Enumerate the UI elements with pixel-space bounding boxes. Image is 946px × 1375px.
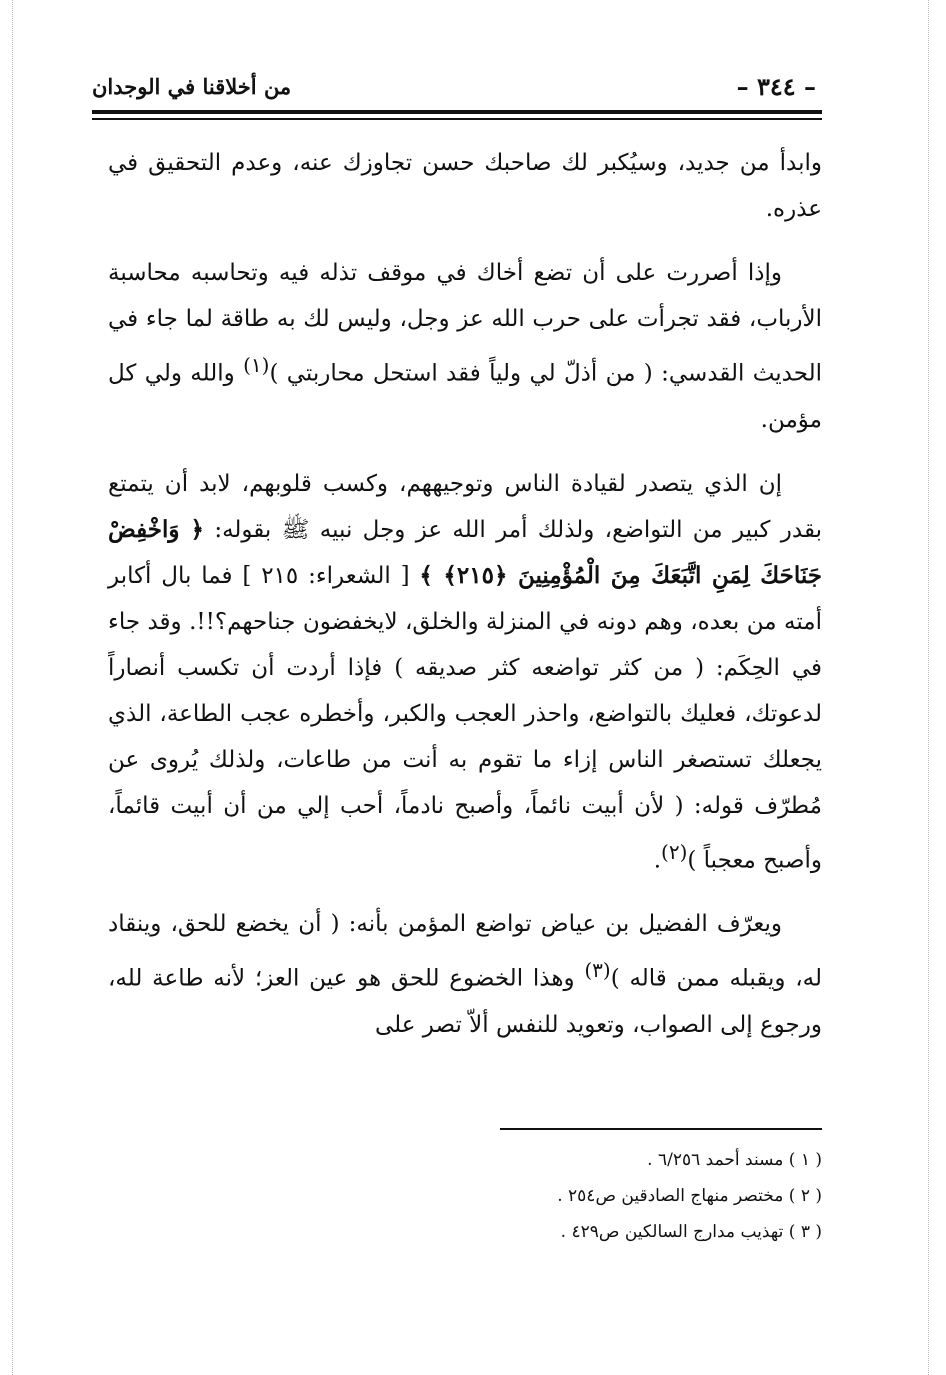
- right-margin-guide: [928, 0, 929, 1375]
- page-header: [92, 68, 822, 108]
- paragraph-text: وابدأ من جديد، وسيُكبر لك صاحبك حسن تجاوزك عنه، وعدم التحقيق في عذره.: [108, 150, 822, 222]
- paragraph: [108, 140, 822, 232]
- paragraph: [108, 901, 822, 1048]
- footnote-ref: (٢): [661, 839, 688, 864]
- header-rule-thick: [92, 110, 822, 114]
- header-rule-thin: [92, 118, 822, 120]
- footnotes: [400, 1142, 822, 1250]
- footnote: ( ١ ) مسند أحمد ٦/٢٥٦ .: [647, 1150, 822, 1170]
- running-title: من أخلاقنا في الوجدان: [92, 74, 292, 99]
- paragraph: [108, 461, 822, 884]
- paragraph-text: [ الشعراء: ٢١٥ ] فما بال أكابر أمته من بعده، وهم دونه في المنزلة والخلق، لايخفضون جناحهم؟!!. وقد جاء في الحِكَم: ( من كثر تواضعه كثر صديقه ) فإذا أردت أن تكسب أنصاراً لدعوتك، فعليك بالتواضع، واحذر العجب والكبر، وأخطره عجب الطاعة، الذي يجعلك تستصغر الناس إزاء ما تقوم به أنت من طاعات، ولذلك يُروى عن مُطرّف قوله: ( لأن أبيت نائماً، وأصبح نادماً، أحب إلي من أن أبيت قائماً، وأصبح معجباً ): [108, 562, 822, 874]
- paragraph: [108, 250, 822, 443]
- paragraph-text: إن الذي يتصدر لقيادة الناس وتوجيههم، وكسب قلوبهم، لابد أن يتمتع بقدر كبير من التواضع، ولذلك أمر الله عز وجل نبيه ﷺ بقوله:: [108, 470, 822, 543]
- footnote: ( ٣ ) تهذيب مدارج السالكين ص٤٢٩ .: [560, 1222, 822, 1242]
- paragraph-text: وإذا أصررت على أن تضع أخاك في موقف تذله فيه وتحاسبه محاسبة الأرباب، فقد تجرأت على حرب الله عز وجل، وليس لك به طاقة لما جاء في الحديث القدسي: ( من أذلّ لي ولياً فقد استحل محاربتي ): [108, 260, 822, 387]
- paragraph-text: ويعرّف الفضيل بن عياض تواضع المؤمن بأنه: ( أن يخضع للحق، وينقاد له، ويقبله ممن قاله ): [108, 911, 822, 992]
- left-margin-guide: [12, 0, 13, 1375]
- footnote-separator: [500, 1128, 822, 1130]
- quran-verse: ﴿ وَاخْفِضْ جَنَاحَكَ لِمَنِ اتَّبَعَكَ مِنَ الْمُؤْمِنِينَ ﴿٢١٥﴾ ﴾: [108, 515, 823, 589]
- paragraph-text: .: [653, 847, 661, 874]
- footnote-ref: (١): [243, 353, 270, 377]
- body-text: [108, 140, 822, 1066]
- footnote-ref: (٣): [584, 958, 611, 983]
- paragraph-text: والله ولي كل مؤمن.: [108, 360, 822, 433]
- footnote: ( ٢ ) مختصر منهاج الصادقين ص٢٥٤ .: [557, 1186, 822, 1206]
- page-number: – ٣٤٤ –: [736, 72, 816, 101]
- paragraph-text: وهذا الخضوع للحق هو عين العز؛ لأنه طاعة لله، ورجوع إلى الصواب، وتعويد للنفس ألاّ تصر على: [108, 965, 822, 1038]
